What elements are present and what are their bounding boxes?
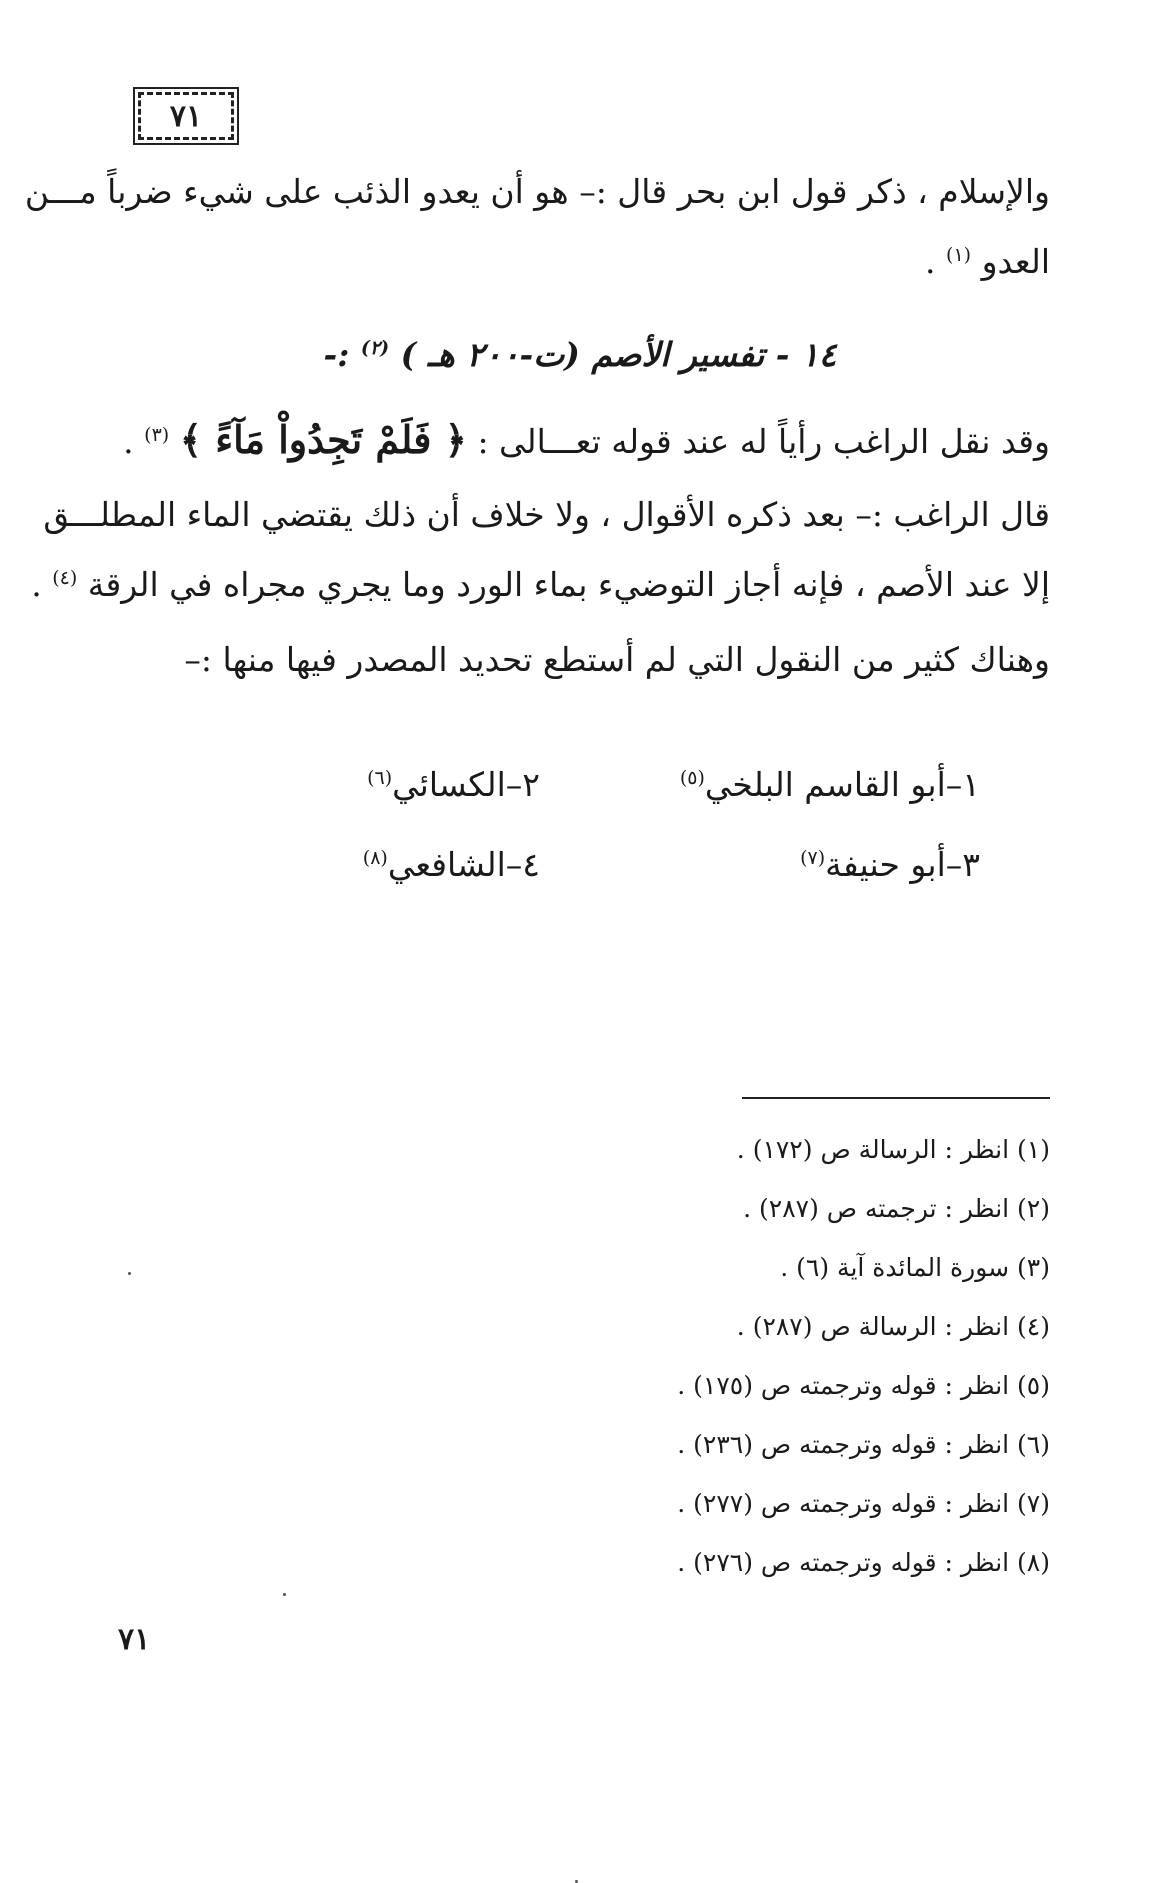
paragraph-1	[110, 417, 1050, 462]
footnote-6: (٦) انظر : قوله وترجمته ص (٢٣٦) .	[677, 1430, 1050, 1459]
footnote-ref-2[interactable]: (٢)	[360, 337, 390, 359]
list-item-2-text: ٢–الكسائي	[392, 765, 540, 804]
list-item-4-text: ٤–الشافعي	[387, 845, 540, 884]
footnote-ref-4[interactable]: (٤)	[52, 567, 78, 589]
footnote-ref-5[interactable]: (٥)	[679, 767, 705, 789]
body-line-2-text: العدو	[981, 242, 1050, 281]
footnote-ref-6[interactable]: (٦)	[367, 767, 393, 789]
section-heading	[200, 335, 960, 374]
list-item-3-text: ٣–أبو حنيفة	[825, 845, 980, 884]
scan-speck	[128, 1272, 131, 1275]
footnote-8: (٨) انظر : قوله وترجمته ص (٢٧٦) .	[677, 1548, 1050, 1577]
body-line-1: والإسلام ، ذكر قول ابن بحر قال :– هو أن يعدو الذئب على شيء ضرباً مـــن	[24, 172, 1050, 211]
footnote-1: (١) انظر : الرسالة ص (١٧٢) .	[736, 1135, 1050, 1164]
list-item-3	[800, 845, 980, 884]
paragraph-3	[31, 565, 1050, 605]
footnote-ref-8[interactable]: (٨)	[362, 847, 388, 869]
quran-quote: ﴿ فَلَمْ تَجِدُواْ مَآءً ﴾	[179, 417, 467, 462]
paragraph-4: وهناك كثير من النقول التي لم أستطع تحديد المصدر فيها منها :–	[184, 640, 1050, 679]
footnote-ref-7[interactable]: (٧)	[800, 847, 826, 869]
section-heading-text: ١٤ - تفسير الأصم (ت-٢٠٠ هـ )	[400, 335, 837, 374]
footnote-4: (٤) انظر : الرسالة ص (٢٨٧) .	[736, 1312, 1050, 1341]
footnote-ref-1[interactable]: (١)	[946, 244, 972, 266]
section-heading-end: :-	[323, 335, 361, 374]
list-item-1-text: ١–أبو القاسم البلخي	[704, 765, 980, 804]
body-line-2-end: .	[925, 242, 947, 281]
list-item-4	[363, 845, 540, 884]
page-number-header: ٧١	[169, 98, 203, 134]
page-number-box	[138, 92, 234, 140]
paragraph-3-end: .	[31, 565, 53, 604]
paragraph-2: قال الراغب :– بعد ذكره الأقوال ، ولا خلاف أن ذلك يقتضي الماء المطلـــق	[43, 495, 1050, 534]
footnote-5: (٥) انظر : قوله وترجمته ص (١٧٥) .	[677, 1371, 1050, 1400]
footnote-7: (٧) انظر : قوله وترجمته ص (٢٧٧) .	[677, 1489, 1050, 1518]
footnote-3: (٣) سورة المائدة آية (٦) .	[780, 1253, 1050, 1282]
list-item-2	[367, 765, 540, 804]
footnote-2: (٢) انظر : ترجمته ص (٢٨٧) .	[743, 1194, 1050, 1223]
paragraph-3-text: إلا عند الأصم ، فإنه أجاز التوضيء بماء الورد وما يجري مجراه في الرقة	[87, 565, 1050, 604]
body-line-2	[110, 242, 1050, 282]
footnote-ref-3[interactable]: (٣)	[144, 424, 170, 446]
paragraph-1-text: وقد نقل الراغب رأياً له عند قوله تعـــالى :	[466, 422, 1050, 461]
paragraph-1-end: .	[123, 422, 145, 461]
footnotes-list	[350, 1130, 1050, 1602]
footnote-divider	[742, 1097, 1050, 1099]
page-number-footer: ٧١	[118, 1622, 151, 1657]
scan-speck	[283, 1593, 286, 1596]
list-item-1	[680, 765, 980, 804]
